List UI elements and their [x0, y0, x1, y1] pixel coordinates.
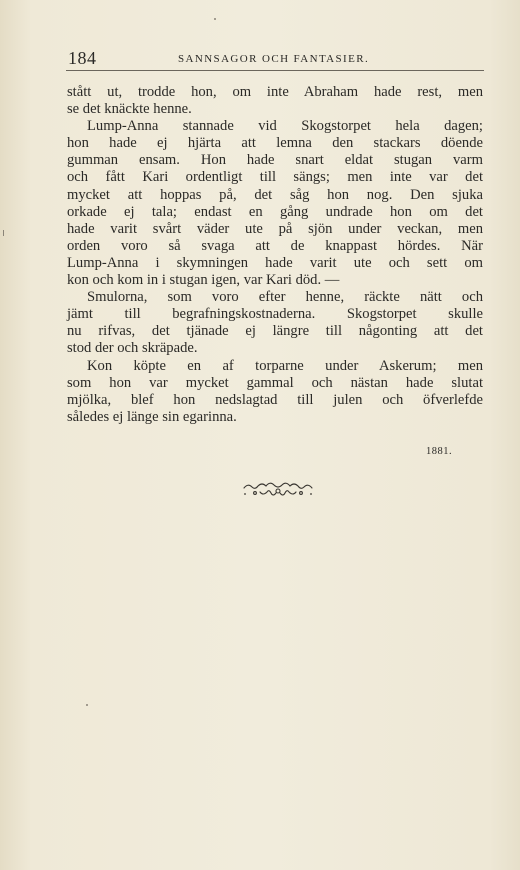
paper-speck: [3, 230, 4, 236]
text-line: således ej länge sin egarinna.: [67, 408, 237, 425]
paper-speck: [214, 18, 216, 20]
text-line: hon hade ej hjärta att lemna den stackars döende: [67, 135, 483, 152]
text-line: stått ut, trodde hon, om inte Abraham hade rest, men: [67, 84, 483, 100]
paper-speck: [86, 704, 88, 706]
text-line: Lump-Anna stannade vid Skogstorpet hela dagen;: [87, 118, 483, 135]
text-line: orkade ej tala; endast en gång undrade hon om det: [67, 203, 483, 220]
text-line: Lump-Anna i skymningen hade varit ute och sett om: [67, 254, 483, 271]
text-line: mycket att hoppas på, det såg hon nog. Den sjuka: [67, 186, 483, 203]
date-stamp: 1881.: [426, 446, 453, 457]
text-line: Smulorna, som voro efter henne, räckte nätt och: [87, 289, 483, 306]
page-header: [66, 48, 484, 71]
text-line: Kon köpte en af torparne under Askerum; men: [87, 357, 483, 374]
page-number: 184: [68, 48, 97, 68]
text-line: nu rifvas, det tjänade ej längre till någonting att det: [67, 323, 483, 340]
ornament-icon: [240, 478, 316, 500]
text-line: gumman ensam. Hon hade snart eldat stugan varm: [67, 152, 483, 169]
text-line: och fått Kari ordentligt till sängs; men inte var det: [67, 169, 483, 186]
text-line: hade varit svårt väder ute på sjön under veckan, men: [67, 220, 483, 237]
text-line: mjölka, blef hon nedslagtad till julen och öfverlefde: [67, 391, 483, 408]
text-line: kon och kom in i stugan igen, var Kari död. —: [67, 272, 340, 289]
text-line: stod der och skräpade.: [67, 340, 198, 357]
text-line: jämt till begrafningskostnaderna. Skogstorpet skulle: [67, 306, 483, 323]
text-line: se det knäckte henne.: [67, 101, 192, 118]
text-line: orden voro så svaga att de knappast hördes. När: [67, 237, 483, 254]
body-text: [67, 84, 483, 426]
running-head: SANNSAGOR OCH FANTASIER.: [178, 53, 370, 65]
text-line: som hon var mycket gammal och nästan hade slutat: [67, 374, 483, 391]
